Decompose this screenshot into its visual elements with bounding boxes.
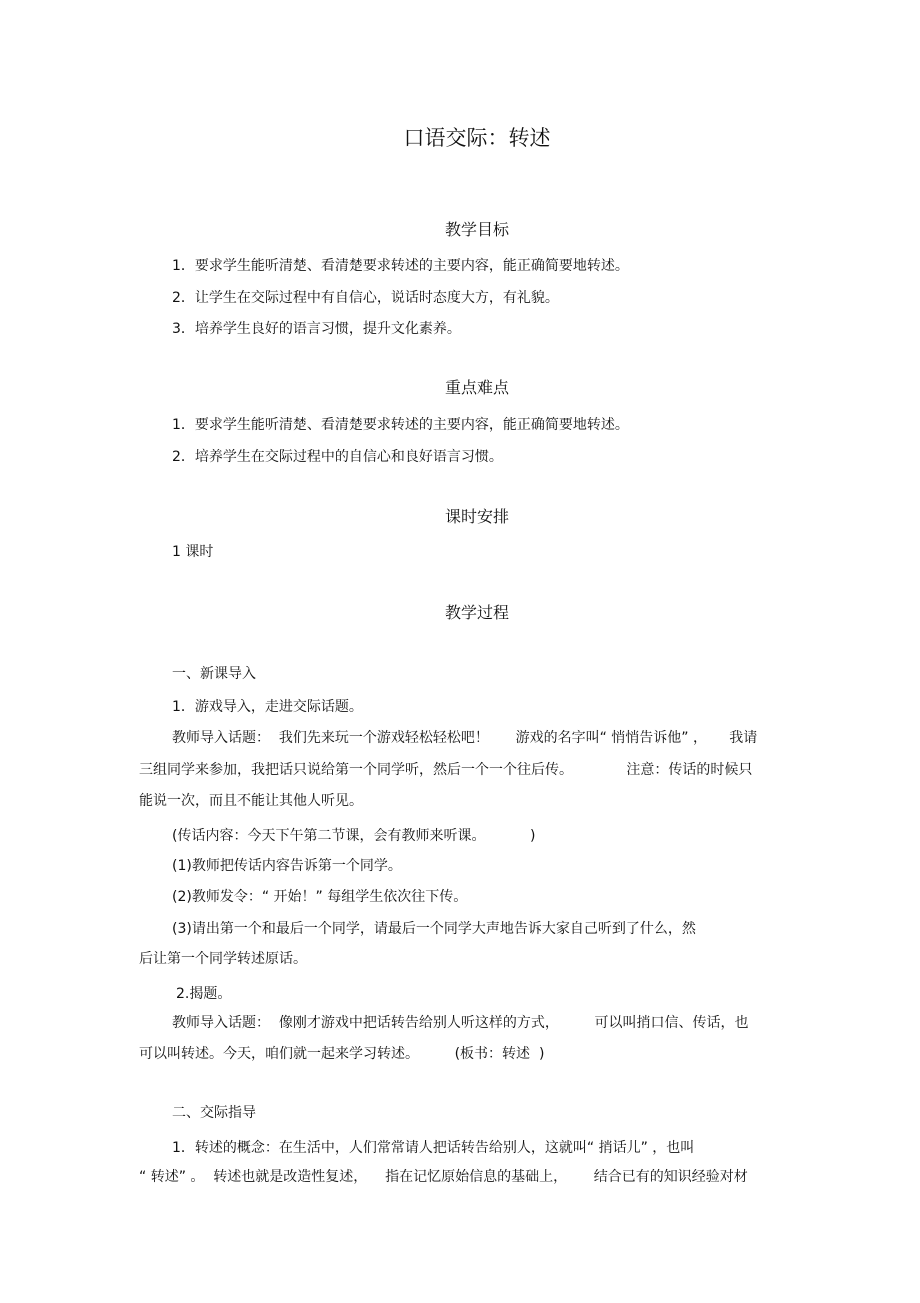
paragraph-line: 1．转述的概念：在生活中，人们常常请人把话转告给别人，这就叫“ 捎话儿” ，也叫 <box>172 1140 695 1156</box>
step-item: (1)教师把传话内容告诉第一个同学。 <box>172 858 402 874</box>
step-item: (2)教师发令：“ 开始！” 每组学生依次往下传。 <box>172 889 468 905</box>
process-heading: 教学过程 <box>444 603 509 622</box>
key-point-item: 2．培养学生在交际过程中的自信心和良好语言习惯。 <box>172 449 503 465</box>
paragraph-line: 教师导入话题： 我们先来玩一个游戏轻松轻松吧！ 游戏的名字叫“ 悄悄告诉他” ， 我请 <box>172 730 758 746</box>
paragraph-line: “ 转述” 。 转述也就是改造性复述， 指在记忆原始信息的基础上， 结合已有的知识经验对材 <box>139 1169 748 1185</box>
key-point-item: 1．要求学生能听清楚、看清楚要求转述的主要内容，能正确简要地转述。 <box>172 417 629 433</box>
objective-item: 2．让学生在交际过程中有自信心，说话时态度大方，有礼貌。 <box>172 290 559 306</box>
section-item: 2.揭题。 <box>176 986 232 1002</box>
key-points-heading: 重点难点 <box>444 378 509 397</box>
section-item: 1．游戏导入，走进交际话题。 <box>172 699 363 715</box>
paragraph-line: 能说一次，而且不能让其他人听见。 <box>139 793 363 809</box>
paragraph-line: 可以叫转述。今天，咱们就一起来学习转述。 (板书：转述 ) <box>139 1046 545 1062</box>
section-title: 二、交际指导 <box>172 1105 256 1121</box>
paragraph-line: 教师导入话题： 像刚才游戏中把话转告给别人听这样的方式， 可以叫捎口信、传话，也 <box>172 1015 749 1031</box>
schedule-text: 1 课时 <box>172 544 214 560</box>
document-title: 口语交际：转述 <box>403 126 551 150</box>
section-title: 一、新课导入 <box>172 666 256 682</box>
relay-content: (传话内容：今天下午第二节课，会有教师来听课。 ) <box>172 828 536 844</box>
schedule-heading: 课时安排 <box>444 507 509 526</box>
step-item-continued: 后让第一个同学转述原话。 <box>139 951 307 967</box>
step-item: (3)请出第一个和最后一个同学，请最后一个同学大声地告诉大家自己听到了什么，然 <box>172 921 696 937</box>
objectives-heading: 教学目标 <box>444 220 509 239</box>
objective-item: 1．要求学生能听清楚、看清楚要求转述的主要内容，能正确简要地转述。 <box>172 258 629 274</box>
objective-item: 3．培养学生良好的语言习惯，提升文化素养。 <box>172 321 461 337</box>
paragraph-line: 三组同学来参加，我把话只说给第一个同学听，然后一个一个往后传。 注意：传话的时候只 <box>139 762 753 778</box>
